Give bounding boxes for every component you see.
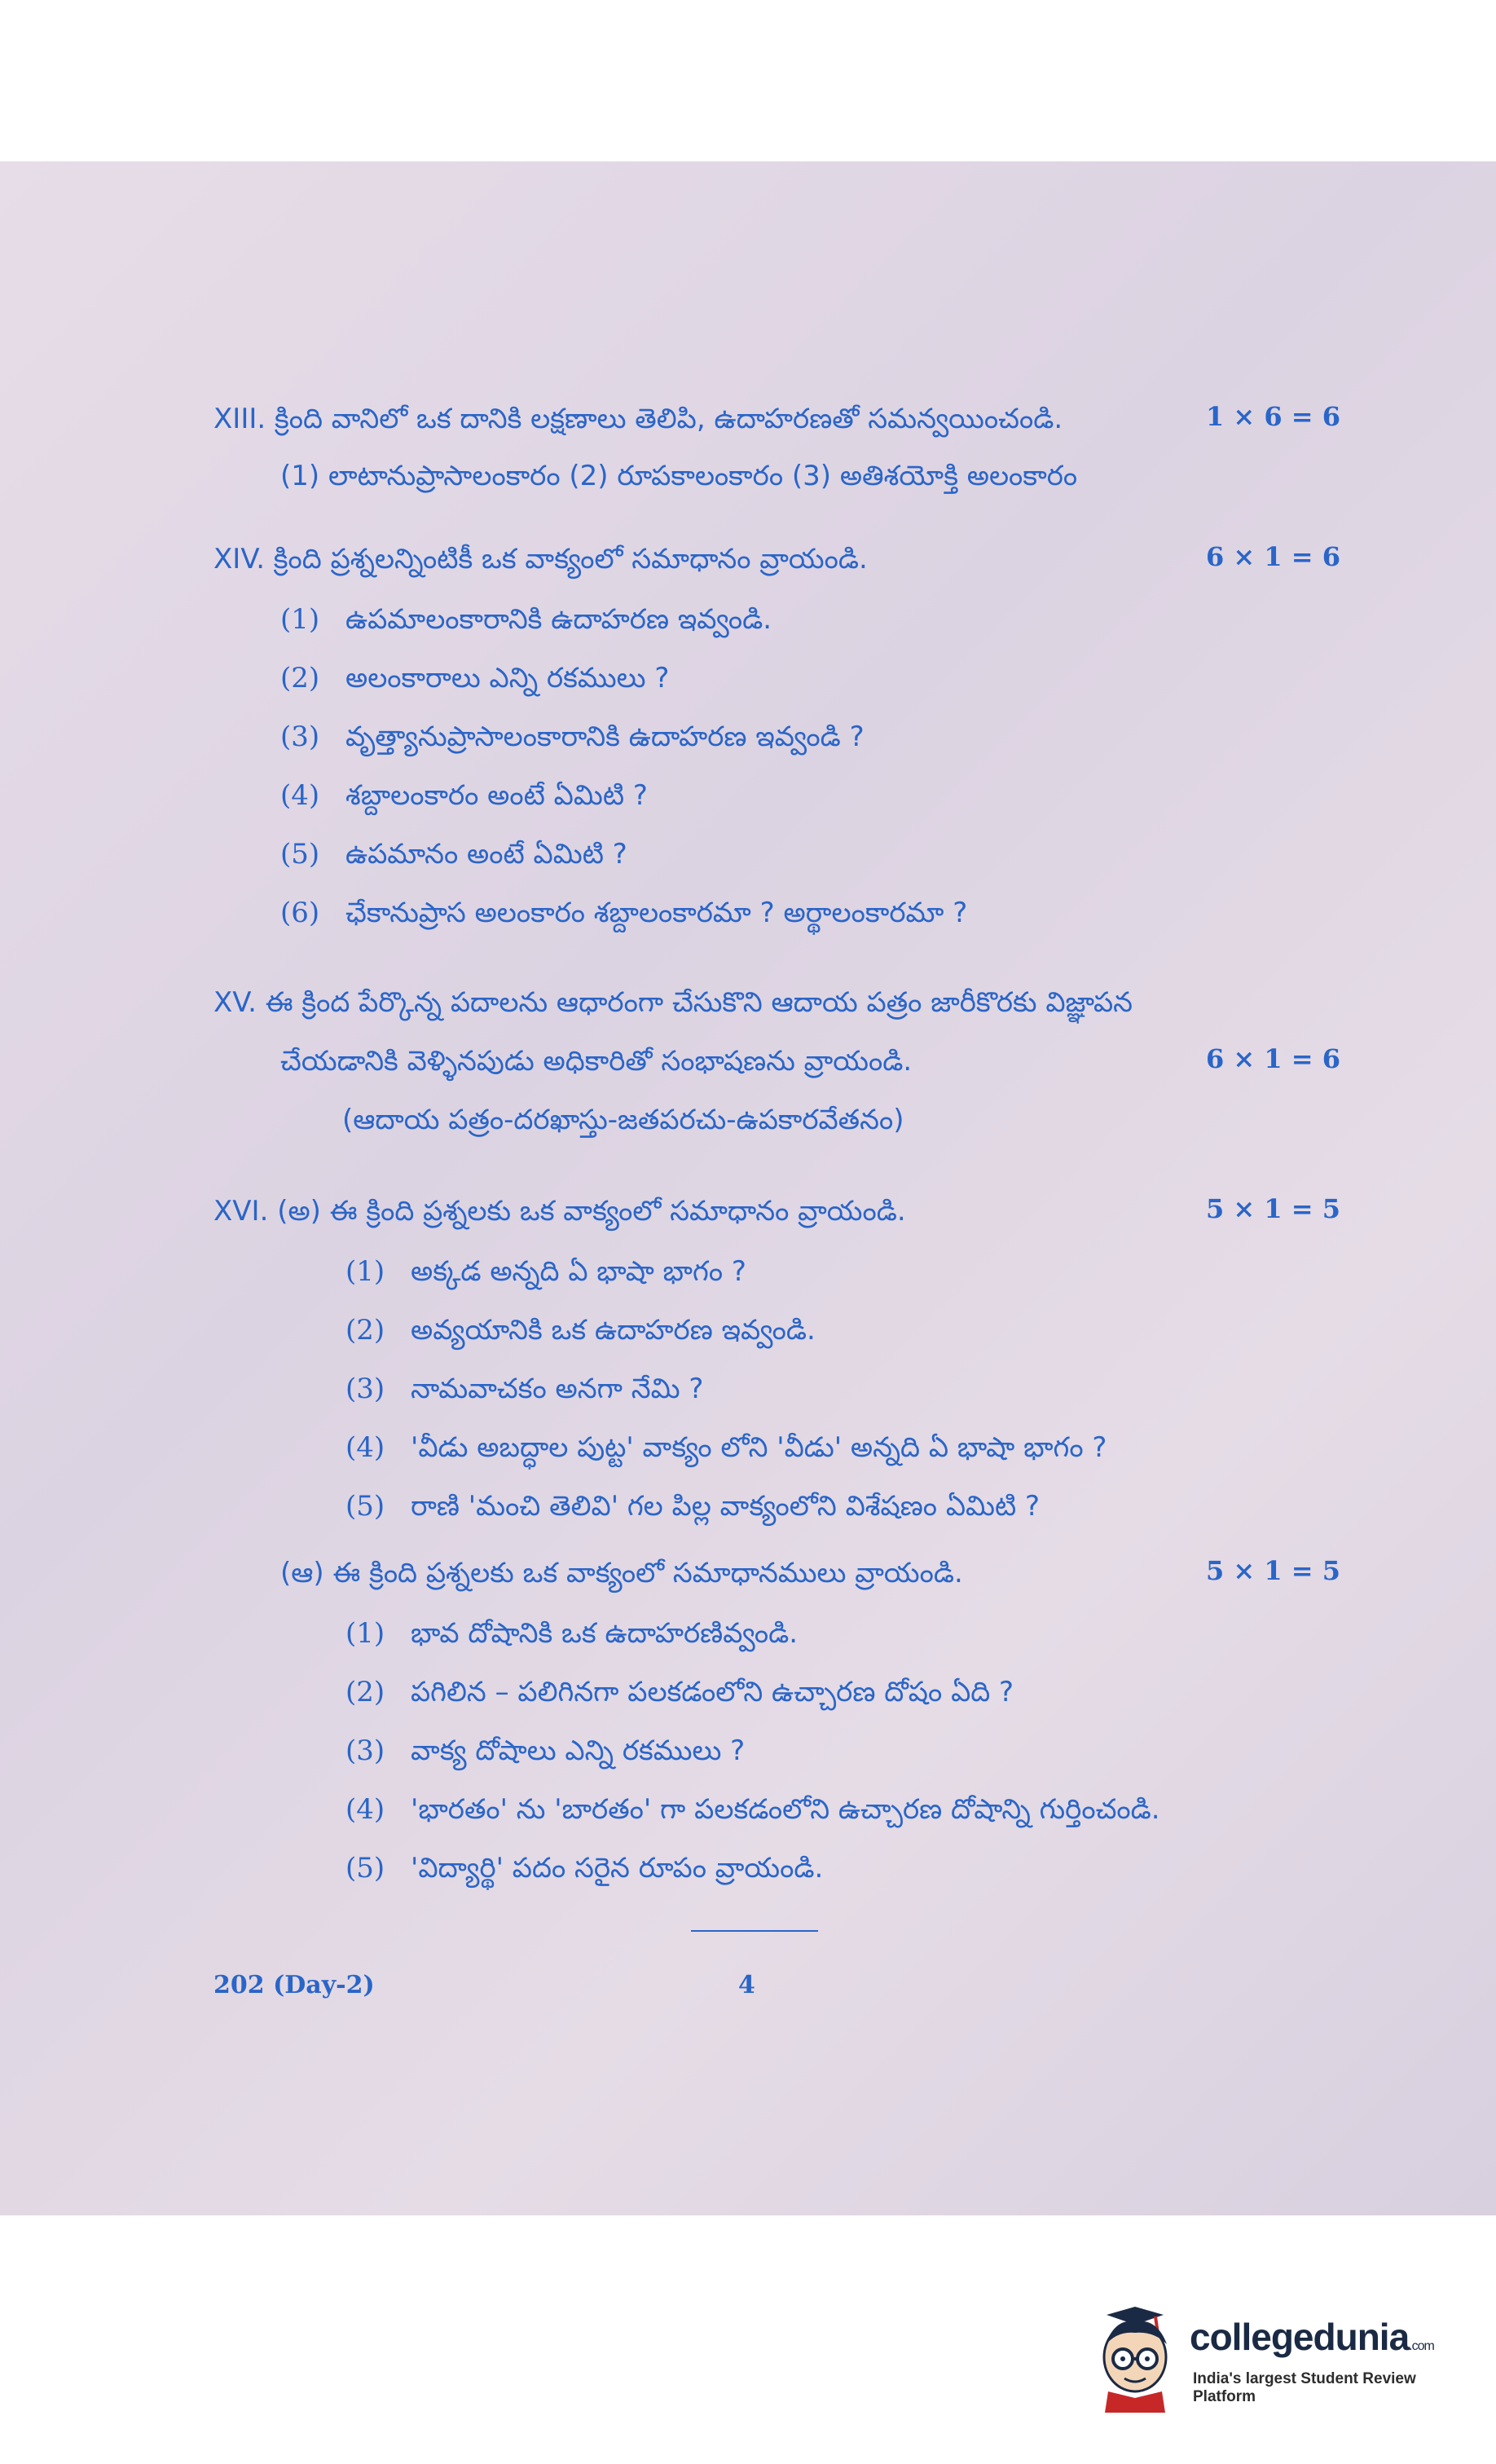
paper-code: 202 (Day-2) (213, 1971, 375, 1999)
q16b-item-4: (4) 'భారతం' ను 'బారతం' గా పలకడంలోని ఉచ్చారణ దోషాన్ని గుర్తించండి. (345, 1793, 1160, 1826)
q16b-item-5: (5) 'విద్యార్థి' పదం సరైన రూపం వ్రాయండి. (345, 1852, 824, 1884)
q15-line1: XV. ఈ క్రింద పేర్కొన్న పదాలను ఆధారంగా చేసుకొని ఆదాయ పత్రం జారీకొరకు విజ్ఞాపన (213, 986, 1133, 1019)
collegedunia-logo[interactable] (1090, 2307, 1473, 2413)
logo-wordmark: collegedunia.com (1190, 2316, 1434, 2358)
q16a-heading: XVI. (అ) ఈ క్రింది ప్రశ్నలకు ఒక వాక్యంలో సమాధానం వ్రాయండి. (213, 1195, 906, 1228)
q15-words: (ఆదాయ పత్రం-దరఖాస్తు-జతపరచు-ఉపకారవేతనం) (342, 1104, 904, 1136)
q14-heading: XIV. క్రింది ప్రశ్నలన్నింటికీ ఒక వాక్యంలో సమాధానం వ్రాయండి. (213, 543, 868, 575)
q16b-item-1: (1) భావ దోషానికి ఒక ఉదాహరణివ్వండి. (345, 1617, 799, 1650)
q16b-heading: (ఆ) ఈ క్రింది ప్రశ్నలకు ఒక వాక్యంలో సమాధానములు వ్రాయండి. (280, 1557, 963, 1589)
q13-marks: 1 × 6 = 6 (1206, 401, 1340, 432)
q14-marks: 6 × 1 = 6 (1206, 541, 1340, 572)
q16a-item-1: (1) అక్కడ అన్నది ఏ భాషా భాగం ? (345, 1255, 746, 1288)
q16a-marks: 5 × 1 = 5 (1206, 1193, 1340, 1224)
logo-tagline: India's largest Student Review Platform (1193, 2370, 1416, 2405)
q15-line2: చేయడానికి వెళ్ళినపుడు అధికారితో సంభాషణను వ్రాయండి. (280, 1045, 913, 1078)
q14-item-1: (1) ఉపమాలంకారానికి ఉదాహరణ ఇవ్వండి. (280, 603, 772, 636)
q16b-item-3: (3) వాక్య దోషాలు ఎన్ని రకములు ? (345, 1734, 746, 1767)
q16b-item-2: (2) పగిలిన – పలిగినగా పలకడంలోని ఉచ్చారణ దోషం ఏది ? (345, 1676, 1014, 1708)
q13-options: (1) లాటానుప్రాసాలంకారం (2) రూపకాలంకారం (3) అతిశయోక్తి అలంకారం (280, 460, 1078, 492)
end-rule (691, 1930, 818, 1932)
q16a-item-3: (3) నామవాచకం అనగా నేమి ? (345, 1373, 704, 1405)
q16b-marks: 5 × 1 = 5 (1206, 1555, 1340, 1586)
page-number: 4 (738, 1971, 755, 1999)
q16a-item-2: (2) అవ్యయానికి ఒక ఉదాహరణ ఇవ్వండి. (345, 1314, 816, 1347)
q14-item-6: (6) ఛేకానుప్రాస అలంకారం శబ్దాలంకారమా ? అర్థాలంకారమా ? (280, 897, 968, 929)
q14-item-2: (2) అలంకారాలు ఎన్ని రకములు ? (280, 662, 670, 694)
q13-heading: XIII. క్రింది వానిలో ఒక దానికి లక్షణాలు తెలిపి, ఉదాహరణతో సమన్వయించండి. (213, 403, 1063, 435)
mascot-icon (1090, 2307, 1180, 2413)
q14-item-3: (3) వృత్త్యానుప్రాసాలంకారానికి ఉదాహరణ ఇవ్వండి ? (280, 721, 865, 753)
q15-marks: 6 × 1 = 6 (1206, 1043, 1340, 1074)
q14-item-5: (5) ఉపమానం అంటే ఏమిటి ? (280, 838, 627, 871)
q14-item-4: (4) శబ్దాలంకారం అంటే ఏమిటి ? (280, 779, 648, 812)
q16a-item-5: (5) రాణి 'మంచి తెలివి' గల పిల్ల వాక్యంలోని విశేషణం ఏమిటి ? (345, 1490, 1041, 1523)
q16a-item-4: (4) 'వీడు అబద్ధాల పుట్ట' వాక్యం లోని 'వీడు' అన్నది ఏ భాషా భాగం ? (345, 1431, 1107, 1464)
